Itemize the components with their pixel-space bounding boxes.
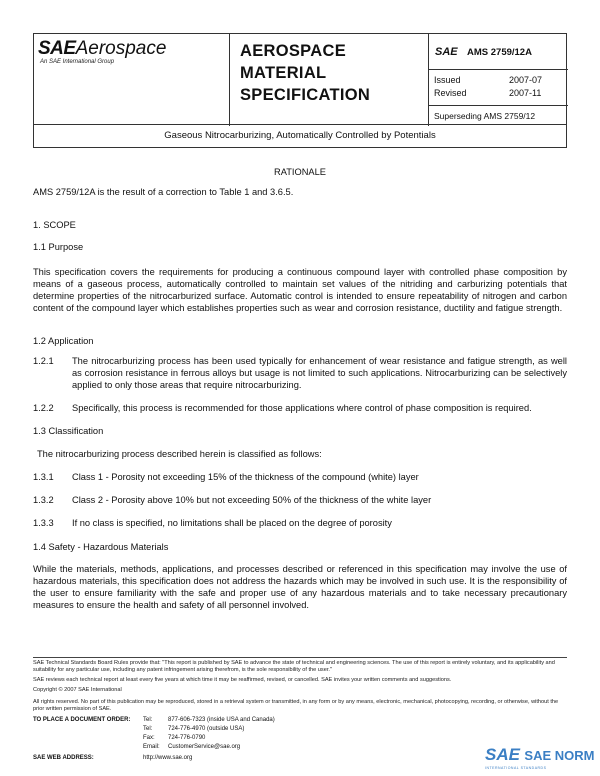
section-1-3-1-text: Class 1 - Porosity not exceeding 15% of the thickness of the compound (white) layer [72,472,419,482]
footer-rights: All rights reserved. No part of this publication may be reproduced, stored in a retrieval system or transmitted, in any form or by any means, electronic, mechanical, photocopying, recording, or otherwise, without the prior written permission of SAE. [33,699,559,712]
section-1-1-heading: 1.1 Purpose [33,242,84,252]
section-1-2-1-number: 1.2.1 [33,356,54,366]
tel2-label: Tel: [143,726,153,732]
footer-policy-1: SAE Technical Standards Board Rules provide that: "This report is published by SAE to advance the state of technical and engineering sciences. The use of this report is entirely voluntary, and its applicability and suitability for any particular use, including any patent infringement arising therefrom, is the sole responsibility of the user." [33,660,555,673]
email-label: Email: [143,744,160,750]
sae-small-logo: SAE [435,46,458,58]
logo-sae-text: SAE [38,38,76,59]
fax-value: 724-776-0790 [168,735,206,741]
document-title-box [33,125,567,148]
revised-label: Revised [434,88,467,98]
issued-value: 2007-07 [509,75,543,85]
document-type-title [229,34,429,126]
section-1-3-intro: The nitrocarburizing process described herein is classified as follows: [37,449,322,459]
title-line-1: AEROSPACE [240,42,346,60]
tel-label: Tel: [143,717,153,723]
superseding-note: Superseding AMS 2759/12 [434,111,536,121]
section-1-4-text: While the materials, methods, applications, and processes described or referenced in this specification may involve the use of hazardous materials, this specification does not address the hazards which may be involved in such use. It is the responsibility of the user to ensure familiarity with the safe and proper use of any hazardous materials and to take necessary precautionary measures to ensure the health and safety of all personnel involved. [33,564,567,610]
norm-sae-text: SAE [485,745,520,764]
title-line-2: MATERIAL [240,64,327,82]
fax-label: Fax: [143,735,155,741]
footer-copyright: Copyright © 2007 SAE International [33,687,122,693]
tel-value: 877-606-7323 (inside USA and Canada) [168,717,275,723]
web-address-label: SAE WEB ADDRESS: [33,755,94,761]
section-1-1-text: This specification covers the requirements for producing a continuous compound layer with controlled phase composition by means of a gaseous process, automatically controlled to maintain set values of the nitriding and carburizing potentials that determine properties of the nitrocarburized surface. Automatic control is intended to ensure repeatability of nitrogen and carbon content of the compound layer which establishes properties such as wear and corrosion resistance, ductility and fatigue strength. [33,267,567,313]
norm-label-text: SAE NORM [524,748,595,763]
revised-value: 2007-11 [509,88,542,98]
section-1-4-heading: 1.4 Safety - Hazardous Materials [33,542,169,552]
rationale-heading: RATIONALE [273,167,326,177]
norm-subtitle: INTERNATIONAL STANDARDS [485,766,547,770]
footer-divider [33,657,567,658]
title-line-3: SPECIFICATION [240,86,371,104]
section-1-2-heading: 1.2 Application [33,336,94,346]
section-1-3-3-number: 1.3.3 [33,518,54,528]
document-number: AMS 2759/12A [467,47,532,58]
document-header [33,33,567,125]
section-1-3-1-number: 1.3.1 [33,472,54,482]
footer-policy-2: SAE reviews each technical report at least every five years at which time it may be reaffirmed, revised, or cancelled. SAE invites your written comments and suggestions. [33,677,452,683]
sae-aerospace-logo [34,34,229,126]
section-1-2-2-number: 1.2.2 [33,403,54,413]
web-address-value[interactable]: http://www.sae.org [143,755,193,761]
section-1-3-3-text: If no class is specified, no limitations shall be placed on the degree of porosity [72,518,392,528]
section-1-3-heading: 1.3 Classification [33,426,104,436]
section-1-2-2-text: Specifically, this process is recommended for those applications where control of phase composition is required. [72,403,532,413]
document-meta [429,34,568,126]
tel2-value: 724-776-4970 (outside USA) [168,726,245,732]
section-1-heading: 1. SCOPE [33,220,76,230]
sae-norm-watermark [485,745,594,765]
logo-subtitle: An SAE International Group [40,59,115,65]
issued-label: Issued [434,75,461,85]
section-1-2-1-text: The nitrocarburizing process has been used typically for enhancement of wear resistance and fatigue strength, as well as corrosion resistance in ferrous alloys but usage is not limited to such applications. Nitrocarburizing can be selectively applied to only those areas that require nitrocarburizing. [72,356,567,390]
rationale-text: AMS 2759/12A is the result of a correction to Table 1 and 3.6.5. [33,187,294,197]
order-label: TO PLACE A DOCUMENT ORDER: [33,717,131,723]
section-1-3-2-text: Class 2 - Porosity above 10% but not exceeding 50% of the thickness of the white layer [72,495,432,505]
logo-aerospace-text: Aerospace [75,38,167,59]
section-1-3-2-number: 1.3.2 [33,495,54,505]
email-value[interactable]: CustomerService@sae.org [168,744,241,750]
document-title: Gaseous Nitrocarburizing, Automatically Controlled by Potentials [164,130,436,141]
